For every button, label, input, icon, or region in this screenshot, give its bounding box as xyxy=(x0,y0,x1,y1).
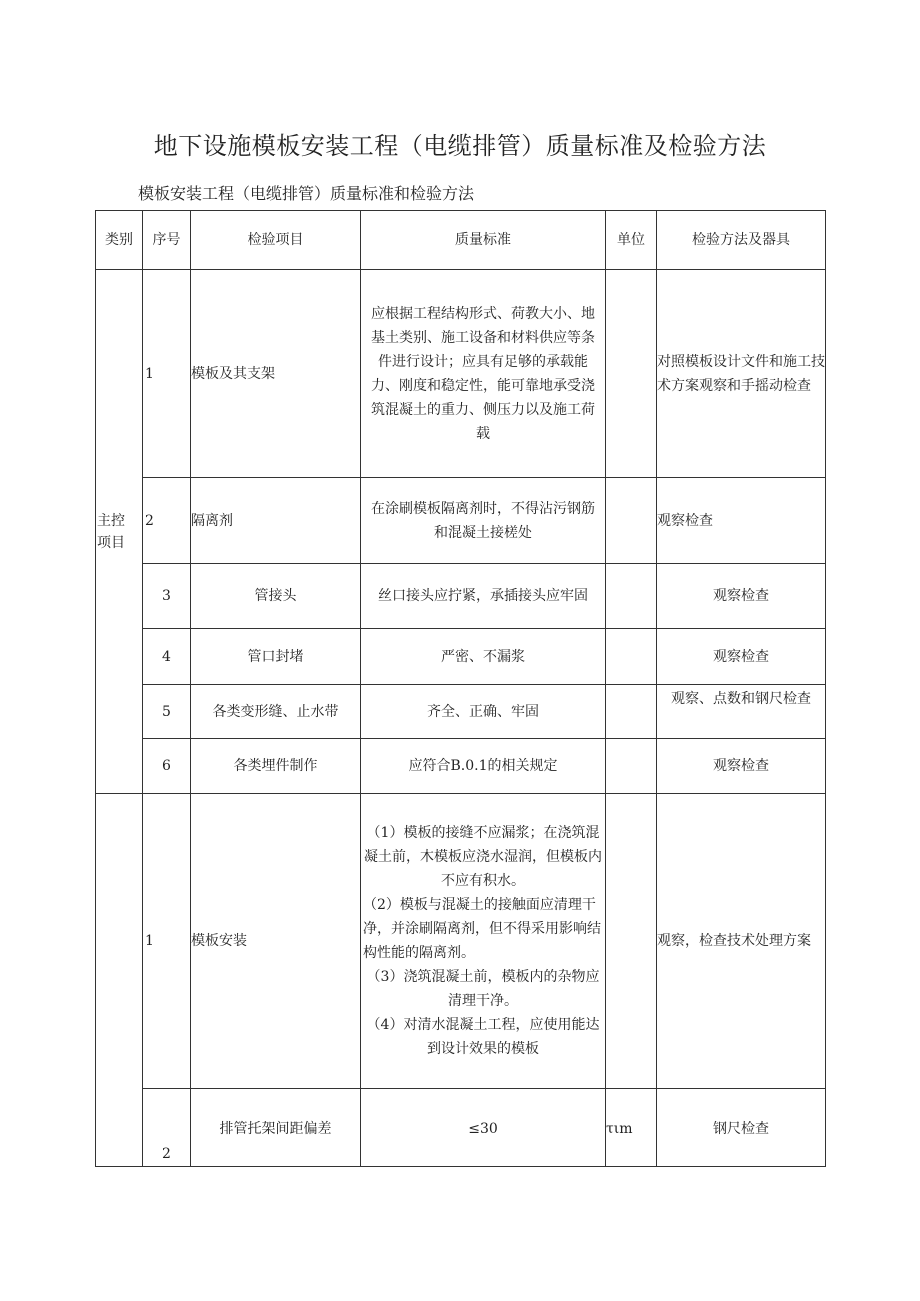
row-seq: 1 xyxy=(143,794,191,1089)
header-category: 类别 xyxy=(96,211,143,270)
row-method: 观察检查 xyxy=(657,739,826,794)
row-method: 观察、点数和钢尺检查 xyxy=(657,685,826,739)
row-method: 观察检查 xyxy=(657,564,826,629)
table-row xyxy=(96,629,826,685)
row-item: 隔离剂 xyxy=(191,478,361,564)
row-seq: 2 xyxy=(143,1089,191,1167)
header-method: 检验方法及器具 xyxy=(657,211,826,270)
row-seq: 3 xyxy=(143,564,191,629)
row-unit xyxy=(606,629,657,685)
table-row xyxy=(96,685,826,739)
standard-line: （1）模板的接缝不应漏浆；在浇筑混凝土前，木模板应浇水湿润，但模板内不应有积水。 xyxy=(364,825,602,889)
row-seq: 1 xyxy=(143,270,191,478)
category-general xyxy=(96,794,143,1167)
row-item: 管口封堵 xyxy=(191,629,361,685)
table-row xyxy=(96,739,826,794)
header-unit: 单位 xyxy=(606,211,657,270)
row-method: 对照模板设计文件和施工技术方案观察和手摇动检查 xyxy=(657,270,826,478)
row-standard: 丝口接头应拧紧，承插接头应牢固 xyxy=(361,564,606,629)
row-unit xyxy=(606,739,657,794)
table-row xyxy=(96,1089,826,1167)
table-row xyxy=(96,478,826,564)
row-unit xyxy=(606,685,657,739)
row-method: 观察，检查技术处理方案 xyxy=(657,794,826,1089)
row-item: 管接头 xyxy=(191,564,361,629)
row-unit xyxy=(606,478,657,564)
row-standard: 应符合B.0.1的相关规定 xyxy=(361,739,606,794)
row-item: 各类变形缝、止水带 xyxy=(191,685,361,739)
row-seq: 4 xyxy=(143,629,191,685)
row-item: 模板及其支架 xyxy=(191,270,361,478)
row-method: 观察检查 xyxy=(657,629,826,685)
header-item: 检验项目 xyxy=(191,211,361,270)
standard-line: （4）对清水混凝土工程，应使用能达到设计效果的模板 xyxy=(366,1017,600,1057)
row-standard: ≤30 xyxy=(361,1089,606,1167)
row-standard: 严密、不漏浆 xyxy=(361,629,606,685)
row-standard: 齐全、正确、牢固 xyxy=(361,685,606,739)
row-method: 钢尺检查 xyxy=(657,1089,826,1167)
row-unit xyxy=(606,270,657,478)
row-item: 模板安装 xyxy=(191,794,361,1089)
row-standard: 应根据工程结构形式、荷教大小、地基土类别、施工设备和材料供应等条件进行设计；应具有足够的承载能力、刚度和稳定性，能可靠地承受浇筑混凝土的重力、侧压力以及施工荷载 xyxy=(361,270,606,478)
row-seq: 2 xyxy=(143,478,191,564)
row-item: 排管托架间距偏差 xyxy=(191,1089,361,1167)
standard-line: （3）浇筑混凝土前，模板内的杂物应清理干净。 xyxy=(366,969,600,1009)
row-item: 各类埋件制作 xyxy=(191,739,361,794)
row-standard: 在涂刷模板隔离剂时，不得沾污钢筋和混凝土接槎处 xyxy=(361,478,606,564)
document-title: 地下设施模板安装工程（电缆排管）质量标准及检验方法 xyxy=(153,132,767,160)
table-caption: 模板安装工程（电缆排管）质量标准和检验方法 xyxy=(138,184,475,203)
row-unit: τιm xyxy=(606,1089,657,1167)
header-seq: 序号 xyxy=(143,211,191,270)
row-seq: 6 xyxy=(143,739,191,794)
row-unit xyxy=(606,794,657,1089)
table-row xyxy=(96,270,826,478)
table-row xyxy=(96,794,826,1089)
row-standard xyxy=(361,794,606,1089)
category-main-control: 主控 项目 xyxy=(96,270,143,794)
table-header-row xyxy=(96,211,826,270)
quality-standard-table xyxy=(95,210,826,1167)
row-method: 观察检查 xyxy=(657,478,826,564)
standard-line: （2）模板与混凝土的接触面应清理干净，并涂刷隔离剂，但不得采用影响结构性能的隔离剂。 xyxy=(363,897,601,961)
table-row xyxy=(96,564,826,629)
row-unit xyxy=(606,564,657,629)
row-seq: 5 xyxy=(143,685,191,739)
header-standard: 质量标准 xyxy=(361,211,606,270)
